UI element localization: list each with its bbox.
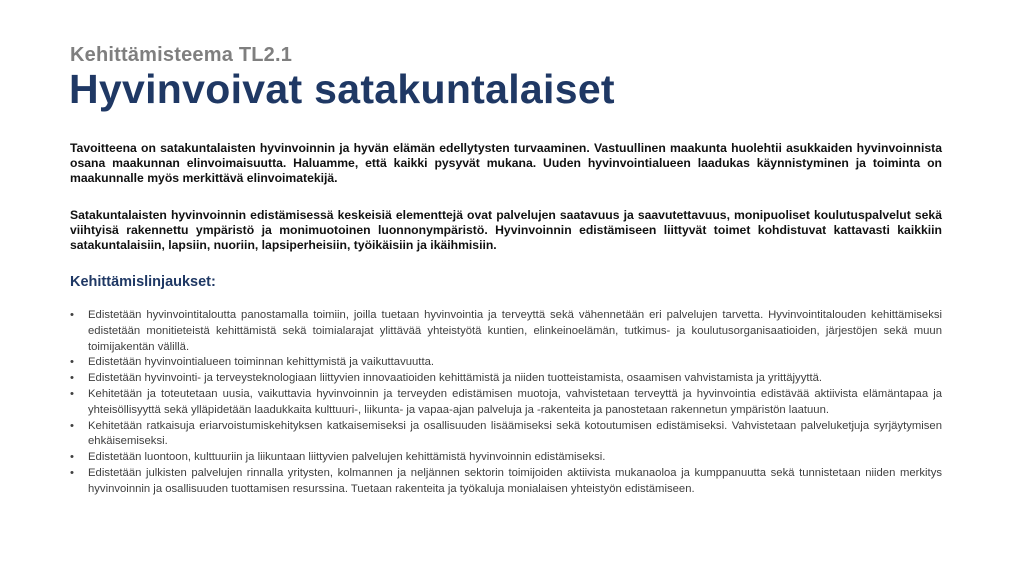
slide-title: Hyvinvoivat satakuntalaiset (69, 66, 615, 112)
list-item (70, 419, 942, 451)
bullet-icon: • (70, 309, 74, 321)
list-item (70, 450, 942, 466)
intro-paragraph-2: Satakuntalaisten hyvinvoinnin edistämisessä keskeisiä elementtejä ovat palvelujen saatavuus ja saavutettavuus, monipuoliset koulutuspalvelut sekä viihtyisä rakennettu ympäristö ja monimuotoinen luonnonympäristö. Hyvinvoinnin edistämiseen liittyvät toimet kohdistuvat kattavasti kaikkiin satakuntalaisiin, lapsiin, nuoriin, lapsiperheisiin, työikäisiin ja ikäihmisiin. (70, 208, 942, 252)
bullet-icon: • (70, 451, 74, 464)
list-item-text: Kehitetään ratkaisuja eriarvoistumiskehityksen katkaisemiseksi ja osallisuuden lisäämiseksi sekä kotoutumisen edistämiseksi. Vahvistetaan palveluketjuja syrjäytymisen ehkäisemiseksi. (88, 419, 942, 448)
list-item-text: Edistetään julkisten palvelujen rinnalla yritysten, kolmannen ja neljännen sektorin toimijoiden aktiivista mukanaoloa ja kumppanuutta sekä tunnistetaan niiden merkitys hyvinvoinnin ja osallisuuden tuottamisen resurssina. Tuetaan rakenteita ja työkaluja monialaisen yhteistyön edistämiseen. (88, 466, 942, 495)
bullet-icon: • (70, 419, 74, 432)
list-item-text: Edistetään luontoon, kulttuuriin ja liikuntaan liittyvien palvelujen kehittämistä hyvinvoinnin edistämiseksi. (88, 451, 606, 464)
section-heading: Kehittämislinjaukset: (70, 274, 216, 290)
bullet-icon: • (70, 372, 74, 385)
list-item (70, 466, 942, 498)
bullet-icon: • (70, 356, 74, 369)
slide-subtitle: Kehittämisteema TL2.1 (70, 44, 293, 66)
bullet-icon: • (70, 387, 74, 400)
list-item (70, 371, 942, 387)
list-item (70, 387, 942, 419)
list-item-text: Kehitetään ja toteutetaan uusia, vaikuttavia hyvinvoinnin ja terveyden edistämisen muotoja, vahvistetaan terveyttä ja hyvinvointia edistävää aktiivista elämäntapaa ja yhteisöllisyyttä sekä ylläpidetään laadukkaita kulttuuri-, liikunta- ja vapaa-ajan palveluja ja -rakenteita ja panostetaan rakennetun ympäristön laatuun. (88, 387, 942, 416)
bullet-list (70, 308, 942, 498)
list-item-text: Edistetään hyvinvointi- ja terveysteknologiaan liittyvien innovaatioiden kehittämistä ja niiden tuotteistamista, osaamisen vahvistamista ja yrittäjyyttä. (88, 372, 823, 385)
list-item (70, 308, 942, 355)
list-item-text: Edistetään hyvinvointitaloutta panostamalla toimiin, joilla tuetaan hyvinvointia ja terveyttä sekä vähennetään eri palvelujen tarvetta. Hyvinvointitalouden kehittämiseksi edistetään monitieteistä kehittämistä sekä toimialarajat ylittävää yhteistyötä kuntien, elinkeinoelämän, tutkimus- ja koulutusorganisaatioiden, järjestöjen sekä muun toimijakentän välillä. (88, 309, 942, 353)
list-item (70, 355, 942, 371)
bullet-icon: • (70, 466, 74, 479)
intro-paragraph-1: Tavoitteena on satakuntalaisten hyvinvoinnin ja hyvän elämän edellytysten turvaaminen. Vastuullinen maakunta huolehtii asukkaiden hyvinvoinnista osana maakunnan elinvoimaisuutta. Haluamme, että kaikki pysyvät mukana. Uuden hyvinvointialueen laadukas käynnistyminen ja toiminta on maakunnalle myös merkittävä elinvoimatekijä. (70, 141, 942, 185)
list-item-text: Edistetään hyvinvointialueen toiminnan kehittymistä ja vaikuttavuutta. (88, 356, 435, 369)
